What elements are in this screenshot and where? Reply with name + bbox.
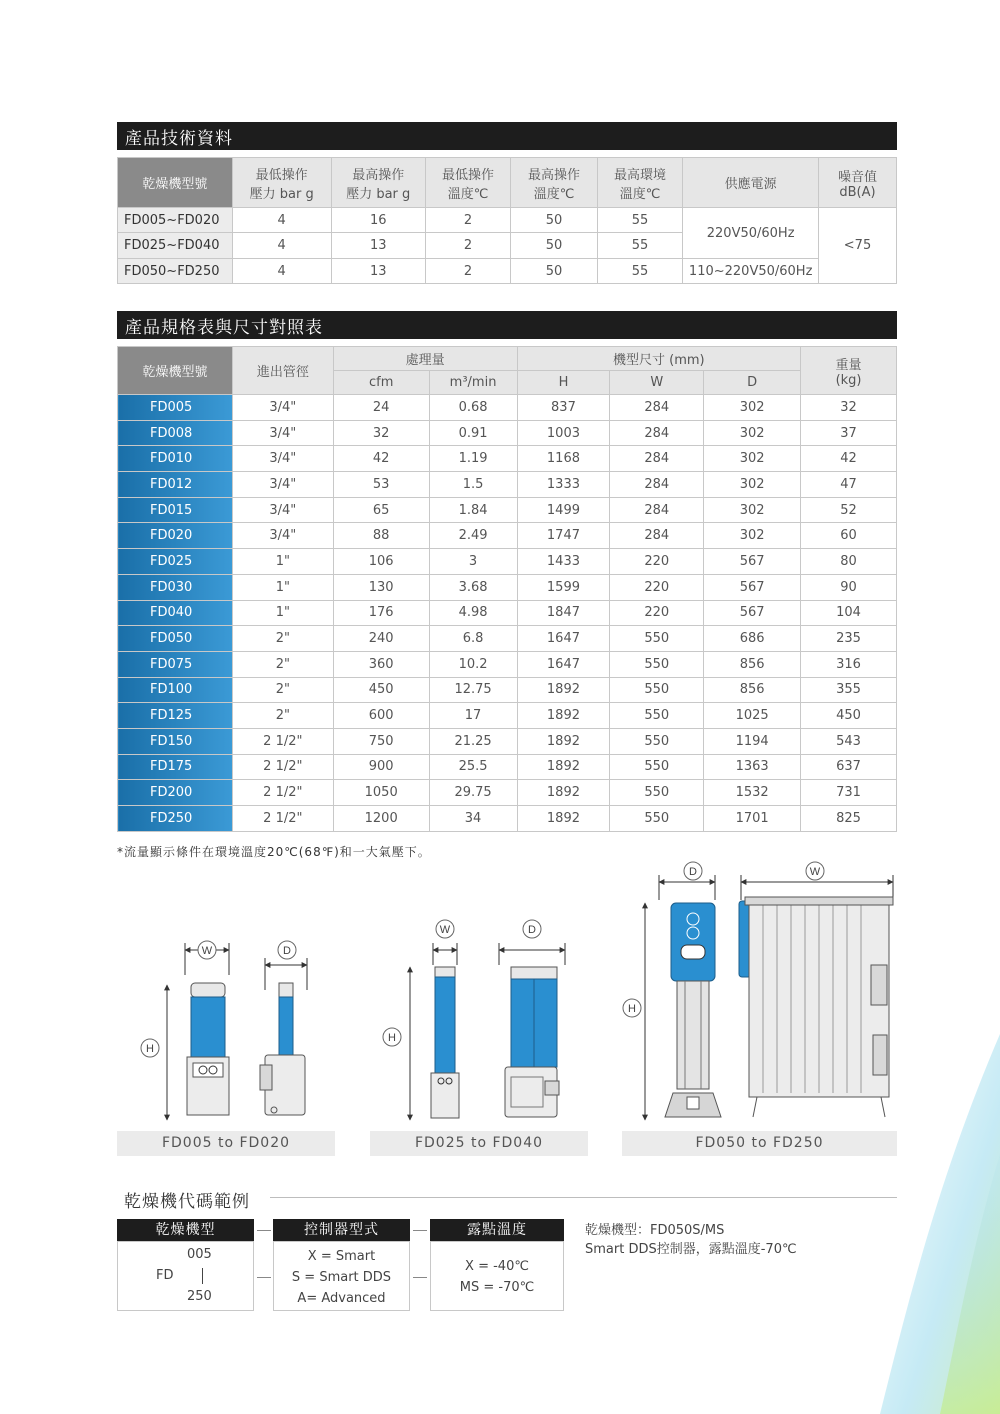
dim-label-w: W <box>809 866 821 878</box>
code-bar <box>202 1268 203 1284</box>
cell-h: 837 <box>517 395 610 421</box>
code-box-model-title: 乾燥機型 <box>117 1219 254 1241</box>
section-title-spec: 產品規格表與尺寸對照表 <box>117 311 897 339</box>
noise-value: <75 <box>819 208 897 284</box>
cell-kg: 825 <box>801 806 897 832</box>
th-noise: 噪音值 dB(A) <box>819 158 897 208</box>
cell-d: 1025 <box>704 703 801 729</box>
cell-d: 1363 <box>704 754 801 780</box>
cell-w: 550 <box>610 806 704 832</box>
code-range-top: 005 <box>187 1247 212 1262</box>
dim-label-h: H <box>628 1003 636 1015</box>
cell-m3: 4.98 <box>429 600 517 626</box>
cell-m3: 0.91 <box>429 420 517 446</box>
cell-h: 1892 <box>517 780 610 806</box>
tech-data-table <box>117 157 897 284</box>
cell-pipe: 1" <box>232 600 333 626</box>
cell-m3: 34 <box>429 806 517 832</box>
cell-cfm: 240 <box>333 626 429 652</box>
th-flow: 處理量 <box>333 347 517 371</box>
cell-m3: 12.75 <box>429 677 517 703</box>
cell-pipe: 1" <box>232 574 333 600</box>
code-box-dewpoint <box>430 1241 564 1311</box>
table-row <box>118 395 897 421</box>
divider <box>270 1197 897 1198</box>
cell-w: 284 <box>610 446 704 472</box>
cell-w: 284 <box>610 523 704 549</box>
th-max-env: 最高環境 溫度℃ <box>597 158 683 208</box>
cell-cfm: 88 <box>333 523 429 549</box>
cell-d: 1532 <box>704 780 801 806</box>
cell-h: 1747 <box>517 523 610 549</box>
cell-cfm: 176 <box>333 600 429 626</box>
cell-cfm: 1200 <box>333 806 429 832</box>
caption-fd050-fd250: FD050 to FD250 <box>622 1131 897 1156</box>
cell-model: FD012 <box>118 472 233 498</box>
th-max-temp: 最高操作 溫度℃ <box>511 158 597 208</box>
th-max-press: 最高操作 壓力 bar g <box>331 158 425 208</box>
cell-h: 1499 <box>517 497 610 523</box>
cell-h: 1599 <box>517 574 610 600</box>
cell-d: 302 <box>704 472 801 498</box>
cell-m3: 3.68 <box>429 574 517 600</box>
cell-h: 1433 <box>517 549 610 575</box>
th-w: W <box>610 371 704 395</box>
cell-kg: 235 <box>801 626 897 652</box>
cell-d: 686 <box>704 626 801 652</box>
cell-cfm: 42 <box>333 446 429 472</box>
cell-pipe: 2 1/2" <box>232 806 333 832</box>
cell-kg: 637 <box>801 754 897 780</box>
cell-h: 1892 <box>517 703 610 729</box>
cell-kg: 355 <box>801 677 897 703</box>
table-row <box>118 472 897 498</box>
caption-fd005-fd020: FD005 to FD020 <box>117 1131 335 1156</box>
code-box-model <box>117 1241 254 1311</box>
cell-kg: 47 <box>801 472 897 498</box>
connector <box>413 1230 427 1231</box>
cell-kg: 543 <box>801 728 897 754</box>
power-220: 220V50/60Hz <box>683 208 819 259</box>
cell-h: 1847 <box>517 600 610 626</box>
cell-m3: 0.68 <box>429 395 517 421</box>
connector <box>413 1277 427 1278</box>
cell-cfm: 106 <box>333 549 429 575</box>
table-row <box>118 523 897 549</box>
cell-cfm: 900 <box>333 754 429 780</box>
cell-pipe: 2 1/2" <box>232 780 333 806</box>
controller-option: A= Advanced <box>297 1291 386 1306</box>
cell-pipe: 3/4" <box>232 446 333 472</box>
th-h: H <box>517 371 610 395</box>
dewpoint-option: MS = -70℃ <box>459 1280 535 1295</box>
cell-m3: 25.5 <box>429 754 517 780</box>
cell-w: 220 <box>610 574 704 600</box>
cell-kg: 450 <box>801 703 897 729</box>
cell-cfm: 360 <box>333 651 429 677</box>
th-m3: m³/min <box>429 371 517 395</box>
cell-d: 1701 <box>704 806 801 832</box>
cell-w: 550 <box>610 677 704 703</box>
spec-table <box>117 346 897 832</box>
cell-cfm: 450 <box>333 677 429 703</box>
cell-model: FD010 <box>118 446 233 472</box>
cell-d: 856 <box>704 651 801 677</box>
cell-h: 1892 <box>517 677 610 703</box>
diagram-fd050-fd250 <box>623 862 893 1120</box>
cell-kg: 52 <box>801 497 897 523</box>
cell-d: 567 <box>704 549 801 575</box>
cell-model: FD040 <box>118 600 233 626</box>
caption-fd025-fd040: FD025 to FD040 <box>370 1131 588 1156</box>
cell-model: FD025 <box>118 549 233 575</box>
cell-cfm: 600 <box>333 703 429 729</box>
cell-d: 302 <box>704 523 801 549</box>
th-model: 乾燥機型號 <box>118 158 233 208</box>
dimension-diagrams <box>117 855 897 1130</box>
table-row <box>118 780 897 806</box>
table-row <box>118 446 897 472</box>
table-row <box>118 754 897 780</box>
cell-model: FD015 <box>118 497 233 523</box>
dim-label-w: W <box>201 945 213 957</box>
cell-w: 220 <box>610 549 704 575</box>
cell-pipe: 3/4" <box>232 420 333 446</box>
cell-cfm: 24 <box>333 395 429 421</box>
cell-w: 550 <box>610 754 704 780</box>
table-row: FD025~FD040 4 13 2 50 55 <box>118 233 897 259</box>
cell-m3: 1.19 <box>429 446 517 472</box>
cell-pipe: 3/4" <box>232 472 333 498</box>
cell-w: 284 <box>610 472 704 498</box>
code-example-title: 乾燥機代碼範例 <box>124 1192 250 1212</box>
cell-kg: 80 <box>801 549 897 575</box>
table-row <box>118 626 897 652</box>
cell-d: 302 <box>704 395 801 421</box>
table-row <box>118 600 897 626</box>
connector <box>257 1230 271 1231</box>
table-row <box>118 703 897 729</box>
code-prefix: FD <box>156 1268 174 1283</box>
table-row <box>118 574 897 600</box>
cell-h: 1647 <box>517 626 610 652</box>
cell-h: 1003 <box>517 420 610 446</box>
cell-h: 1892 <box>517 728 610 754</box>
cell-model: FD050 <box>118 626 233 652</box>
th-pipe: 進出管徑 <box>232 347 333 395</box>
flow-note: *流量顯示條件在環境溫度20℃(68℉)和一大氣壓下。 <box>117 845 431 859</box>
cell-m3: 3 <box>429 549 517 575</box>
cell-kg: 104 <box>801 600 897 626</box>
cell-m3: 6.8 <box>429 626 517 652</box>
cell-cfm: 32 <box>333 420 429 446</box>
th-min-temp: 最低操作 溫度℃ <box>425 158 511 208</box>
cell-h: 1892 <box>517 754 610 780</box>
cell-model: FD150 <box>118 728 233 754</box>
cell-model: FD030 <box>118 574 233 600</box>
dim-label-d: D <box>689 866 697 878</box>
cell-model: FD200 <box>118 780 233 806</box>
cell-model: FD008 <box>118 420 233 446</box>
cell-pipe: 2 1/2" <box>232 754 333 780</box>
code-box-controller <box>273 1241 410 1311</box>
cell-cfm: 1050 <box>333 780 429 806</box>
dim-label-h: H <box>388 1032 396 1044</box>
cell-cfm: 65 <box>333 497 429 523</box>
cell-pipe: 3/4" <box>232 395 333 421</box>
cell-pipe: 2" <box>232 677 333 703</box>
cell-pipe: 3/4" <box>232 497 333 523</box>
dewpoint-option: X = -40℃ <box>465 1259 529 1274</box>
th-dims: 機型尺寸 (mm) <box>517 347 801 371</box>
cell-model: FD125 <box>118 703 233 729</box>
table-row <box>118 549 897 575</box>
cell-pipe: 2" <box>232 626 333 652</box>
cell-kg: 32 <box>801 395 897 421</box>
cell-w: 550 <box>610 703 704 729</box>
controller-option: X = Smart <box>307 1249 376 1264</box>
table-row <box>118 651 897 677</box>
cell-pipe: 1" <box>232 549 333 575</box>
cell-d: 302 <box>704 446 801 472</box>
cell-w: 220 <box>610 600 704 626</box>
cell-model: FD005 <box>118 395 233 421</box>
th-cfm: cfm <box>333 371 429 395</box>
th-min-press: 最低操作 壓力 bar g <box>232 158 331 208</box>
code-example-text: 乾燥機型：FD050S/MS Smart DDS控制器，露點溫度-70℃ <box>585 1223 797 1257</box>
cell-kg: 37 <box>801 420 897 446</box>
power-110-220: 110~220V50/60Hz <box>683 259 819 284</box>
cell-m3: 10.2 <box>429 651 517 677</box>
connector <box>257 1277 271 1278</box>
cell-d: 1194 <box>704 728 801 754</box>
cell-d: 567 <box>704 574 801 600</box>
table-row: FD005~FD020 4 16 2 50 55 220V50/60Hz <75 <box>118 208 897 233</box>
cell-m3: 2.49 <box>429 523 517 549</box>
code-box-dewpoint-title: 露點溫度 <box>430 1219 564 1241</box>
th-weight: 重量 (kg) <box>801 347 897 395</box>
cell-cfm: 750 <box>333 728 429 754</box>
cell-h: 1168 <box>517 446 610 472</box>
cell-w: 550 <box>610 780 704 806</box>
cell-m3: 1.84 <box>429 497 517 523</box>
cell-h: 1647 <box>517 651 610 677</box>
diagram-fd025-fd040 <box>383 920 565 1120</box>
cell-d: 302 <box>704 420 801 446</box>
cell-kg: 60 <box>801 523 897 549</box>
cell-d: 567 <box>704 600 801 626</box>
dim-label-w: W <box>439 924 451 936</box>
cell-w: 550 <box>610 728 704 754</box>
cell-w: 284 <box>610 497 704 523</box>
cell-w: 284 <box>610 395 704 421</box>
dim-label-h: H <box>146 1043 154 1055</box>
cell-m3: 29.75 <box>429 780 517 806</box>
cell-w: 550 <box>610 626 704 652</box>
table-row <box>118 806 897 832</box>
cell-w: 550 <box>610 651 704 677</box>
controller-option: S = Smart DDS <box>291 1270 392 1285</box>
table-row <box>118 420 897 446</box>
th-model: 乾燥機型號 <box>118 347 233 395</box>
cell-model: FD075 <box>118 651 233 677</box>
cell-m3: 17 <box>429 703 517 729</box>
table-row <box>118 497 897 523</box>
dim-label-d: D <box>528 924 536 936</box>
cell-model: FD020 <box>118 523 233 549</box>
cell-kg: 90 <box>801 574 897 600</box>
cell-m3: 1.5 <box>429 472 517 498</box>
cell-h: 1333 <box>517 472 610 498</box>
cell-model: FD175 <box>118 754 233 780</box>
cell-pipe: 3/4" <box>232 523 333 549</box>
cell-kg: 731 <box>801 780 897 806</box>
table-row <box>118 728 897 754</box>
diagram-fd005-fd020 <box>141 941 307 1120</box>
cell-m3: 21.25 <box>429 728 517 754</box>
th-power: 供應電源 <box>683 158 819 208</box>
th-d: D <box>704 371 801 395</box>
cell-pipe: 2 1/2" <box>232 728 333 754</box>
cell-kg: 42 <box>801 446 897 472</box>
cell-d: 302 <box>704 497 801 523</box>
table-row <box>118 677 897 703</box>
table-row: FD050~FD250 4 13 2 50 55 110~220V50/60Hz <box>118 259 897 284</box>
cell-pipe: 2" <box>232 651 333 677</box>
cell-pipe: 2" <box>232 703 333 729</box>
dim-label-d: D <box>283 945 291 957</box>
cell-d: 856 <box>704 677 801 703</box>
cell-h: 1892 <box>517 806 610 832</box>
code-box-controller-title: 控制器型式 <box>273 1219 410 1241</box>
cell-cfm: 130 <box>333 574 429 600</box>
code-range-bottom: 250 <box>187 1289 212 1304</box>
cell-model: FD250 <box>118 806 233 832</box>
section-title-tech-data: 產品技術資料 <box>117 122 897 150</box>
cell-kg: 316 <box>801 651 897 677</box>
cell-cfm: 53 <box>333 472 429 498</box>
cell-w: 284 <box>610 420 704 446</box>
cell-model: FD100 <box>118 677 233 703</box>
